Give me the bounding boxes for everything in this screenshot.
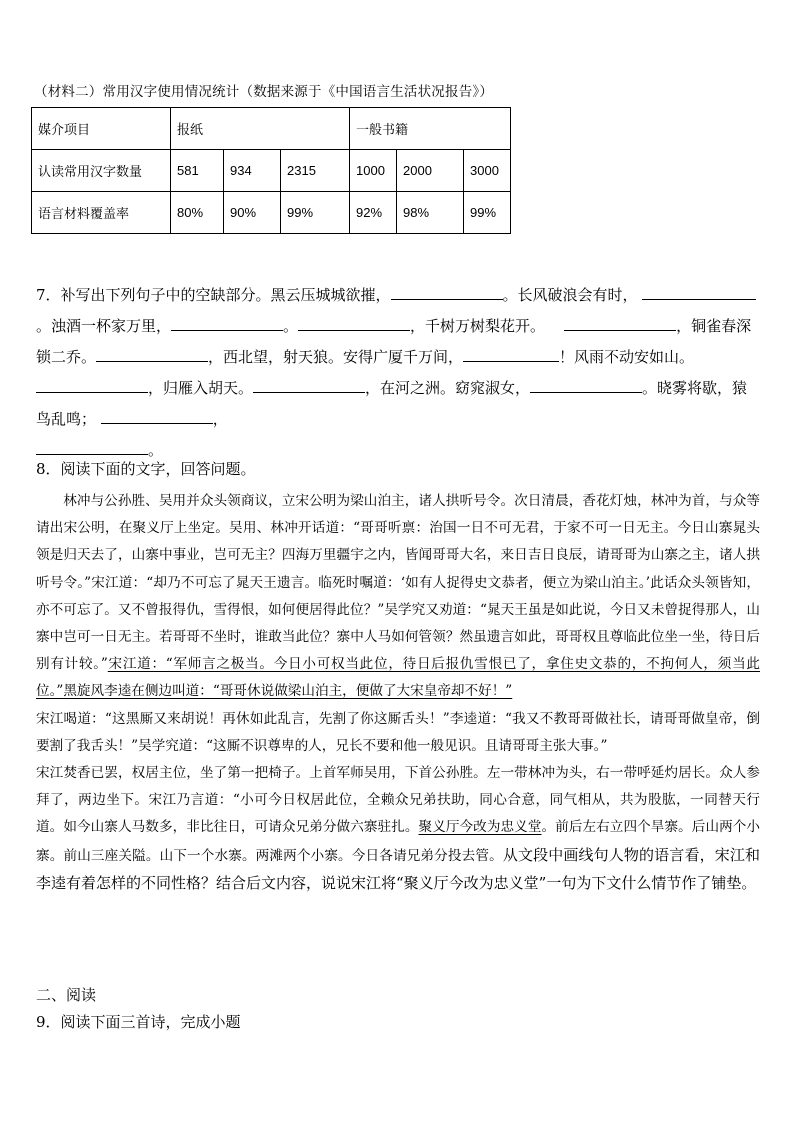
table-row [32,192,511,234]
q7-text: ，西北望，射天狼。安得广厦千万间， [208,348,464,366]
answer-blank[interactable] [530,376,642,393]
underlined-phrase: 聚义厅今改为忠义堂 [418,819,542,836]
table-cell: 99% [464,192,511,234]
table-row [32,150,511,192]
material2-caption: （材料二）常用汉字使用情况统计（数据来源于《中国语言生活状况报告》） [34,84,494,100]
table-header-cell: 媒介项目 [32,108,171,150]
table-cell: 2000 [397,150,464,192]
q7-text: ！风雨不动安如山。 [559,348,695,366]
table-row-label: 认读常用汉字数量 [32,150,171,192]
passage-paragraph [36,760,760,898]
q7-text: 。 [148,441,164,459]
q9-heading: 9．阅读下面三首诗，完成小题 [36,1013,241,1031]
table-cell: 1000 [350,150,397,192]
table-cell: 2315 [281,150,350,192]
underlined-sentence: 宋江道：“军师言之极当。今日小可权当此位，待日后报仇雪恨已了，拿住史文恭的，不拘何人，须当此位。”黑旋风李逵在侧边叫道：“哥哥休说做梁山泊主，便做了大宋皇帝却不好！” [36,656,760,700]
table-cell: 92% [350,192,397,234]
table-cell: 581 [171,150,224,192]
q7-text: ，千树万树梨花开。 [410,317,546,335]
table-cell: 90% [224,192,281,234]
table-cell: 80% [171,192,224,234]
table-header-cell: 一般书籍 [350,108,511,150]
q7-text: ，铜雀春深锁二乔。 [36,317,752,366]
answer-blank[interactable] [298,314,410,331]
q7-text: 7．补写出下列句子中的空缺部分。黑云压城城欲摧， [36,286,391,304]
table-cell: 99% [281,192,350,234]
q7-text: 。浊酒一杯家万里， [36,317,172,335]
q7-text: 。晓雾将歇，猿鸟乱鸣； [36,379,748,428]
passage-text: 宋江焚香已罢，权居主位，坐了第一把椅子。上首军师吴用，下首公孙胜。左一带林冲为头，右一带呼延灼居长。众人参拜了，两边坐下。宋江乃言道：“小可今日权居此位，全赖众兄弟扶助，同心合意，同气相从，共为股肱，一同替天行道。如今山寨人马数多，非比往日，可请众兄弟分做六寨驻扎。 [36,765,760,836]
passage-paragraph [36,488,760,706]
answer-blank[interactable] [171,314,283,331]
answer-blank[interactable] [253,376,365,393]
table-cell: 3000 [464,150,511,192]
section-2-heading: 二、阅读 [36,986,97,1004]
answer-blank[interactable] [391,283,503,300]
answer-blank[interactable] [36,376,148,393]
usage-table [31,107,511,234]
q7-text: ，归雁入胡天。 [148,379,254,397]
answer-blank[interactable] [36,438,148,455]
q8-heading: 8．阅读下面的文字，回答问题。 [36,460,256,478]
answer-blank[interactable] [642,283,756,300]
table-row-label: 语言材料覆盖率 [32,192,171,234]
table-header-cell: 报纸 [171,108,350,150]
passage-text: 林冲与公孙胜、吴用并众头领商议，立宋公明为梁山泊主，诸人拱听号令。次日清晨，香花灯烛，林冲为首，与众等请出宋公明，在聚义厅上坐定。吴用、林冲开话道：“哥哥听禀：治国一日不可无君，于家不可一日无主。今日山寨晁头领是归天去了，山寨中事业，岂可无主？四海万里疆宇之内，皆闻哥哥大名，来日吉日良辰，请哥哥为山寨之主，诸人拱听号令。”宋江道：“却乃不可忘了晁天王遗言。临死时嘱道：‘如有人捉得史文恭者，便立为梁山泊主。’此话众头领皆知，亦不可忘了。又不曾报得仇，雪得恨，如何便居得此位？”吴学究又劝道：“晁天王虽是如此说，今日又未曾捉得那人，山寨中岂可一日无主。若哥哥不坐时，谁敢当此位？寨中人马如何管领？然虽遗言如此，哥哥权且尊临此位坐一坐，待日后别有计较。” [36,493,760,673]
answer-blank[interactable] [96,345,208,362]
passage-text: 。前后左右立四个旱寨。后山两个小寨。前山三座关隘。山下一个水寨。两滩两个小寨。今日各请兄弟分投去管。 [36,819,761,864]
q8-question: 从文段中画线句人物的语言看，宋江和李逵有着怎样的不同性格？结合后文内容，说说宋江将“聚义厅今改为忠义堂”一句为下文什么情节作了铺垫。 [36,845,760,892]
question-7 [36,280,761,466]
answer-blank[interactable] [101,407,213,424]
q7-text: ，在河之洲。窈窕淑女， [365,379,531,397]
answer-blank[interactable] [463,345,559,362]
table-cell: 98% [397,192,464,234]
q8-passage [36,488,760,898]
answer-blank[interactable] [564,314,676,331]
table-cell: 934 [224,150,281,192]
q7-text: 。 [283,317,299,335]
q7-text: 。长风破浪会有时， [502,286,638,304]
passage-text: 宋江喝道：“这黑厮又来胡说！再休如此乱言，先割了你这厮舌头！”李逵道：“我又不教哥哥做社长，请哥哥做皇帝，倒要割了我舌头！”吴学究道：“这厮不识尊卑的人，兄长不要和他一般见识。且请哥哥主张大事。” [36,710,760,754]
passage-paragraph [36,706,760,760]
q7-text: ， [212,410,228,428]
table-row [32,108,511,150]
